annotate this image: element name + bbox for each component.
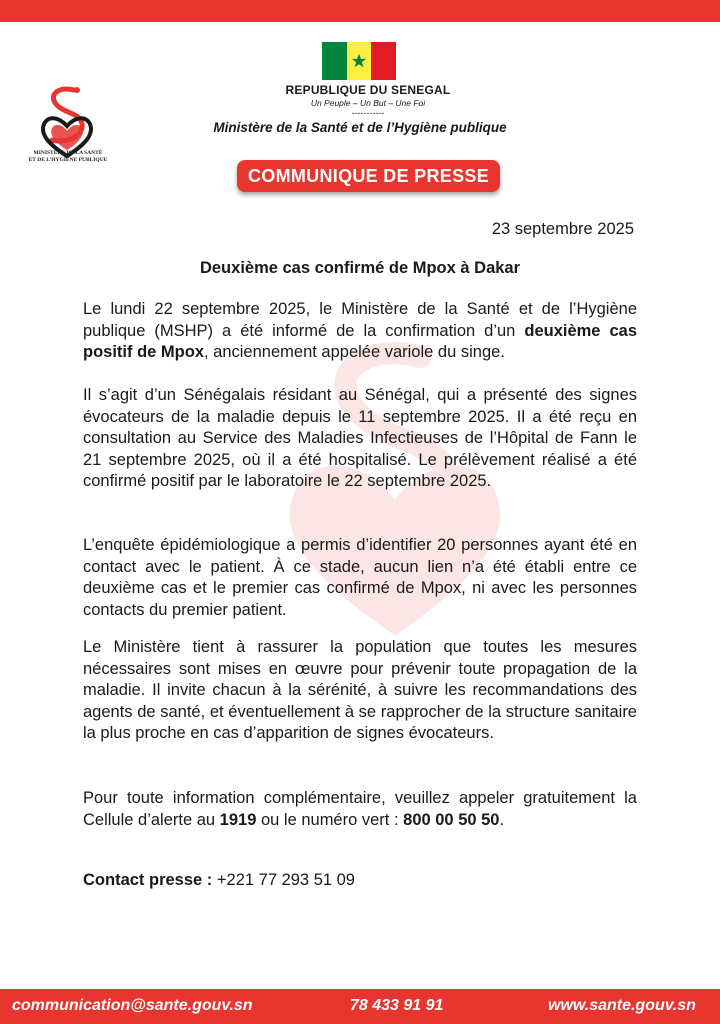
alert-number: 1919 <box>219 810 257 829</box>
p1-bold-text: deuxième cas positif de Mpox <box>83 321 637 361</box>
press-release-badge: COMMUNIQUE DE PRESSE <box>237 160 500 192</box>
release-title: Deuxième cas confirmé de Mpox à Dakar <box>199 259 521 277</box>
contact-label: Contact presse : <box>83 871 213 889</box>
header-separator: ----------- <box>351 108 385 118</box>
p5-text-c: ou le numéro vert : <box>256 810 404 829</box>
republic-title: REPUBLIQUE DU SENEGAL <box>285 83 451 97</box>
ministry-logo-caption <box>22 150 114 164</box>
p5-text-a: Pour toute information complémentaire, veuillez appeler gratuitement la Cellule d’alerte au <box>83 789 637 829</box>
paragraph-5 <box>83 788 637 831</box>
footer-phone: 78 433 91 91 <box>350 997 444 1014</box>
paragraph-3: L’enquête épidémiologique a permis d’identifier 20 personnes ayant été en contact avec le patient. À ce stade, aucun lien n’a été établi entre ce deuxième cas et le premier cas confirmé de Mpox, ni avec les personnes contacts du premier patient. <box>83 536 637 619</box>
press-contact <box>83 870 637 892</box>
paragraph-1 <box>83 299 637 364</box>
national-motto: Un Peuple – Un But – Une Foi <box>310 98 426 108</box>
paragraph-2: Il s’agit d’un Sénégalais résidant au Sénégal, qui a présenté des signes évocateurs de la maladie depuis le 11 septembre 2025. Il a été reçu en consultation au Service des Maladies Infectieuses de l’Hôpital de Fann le 21 septembre 2025, où il a été hospitalisé. Le prélèvement réalisé a été confirmé positif par le laboratoire le 22 septembre 2025. <box>83 386 637 490</box>
footer-email[interactable]: communication@sante.gouv.sn <box>12 997 253 1014</box>
logo-caption-line2: ET DE L’HYGIÈNE PUBLIQUE <box>28 157 108 163</box>
flag-green-stripe <box>322 42 347 80</box>
ministry-name: Ministère de la Santé et de l’Hygiène publique <box>213 120 507 135</box>
flag-star-icon <box>351 53 367 69</box>
p1-text-c: , anciennement appelée variole du singe. <box>204 343 505 361</box>
top-red-band <box>0 0 720 22</box>
footer-website[interactable]: www.sante.gouv.sn <box>548 997 696 1014</box>
flag-yellow-stripe <box>347 42 372 80</box>
toll-free-number: 800 00 50 50 <box>403 810 500 829</box>
p5-text-e: . <box>499 810 505 829</box>
p1-text-a: Le lundi 22 septembre 2025, le Ministère de la Santé et de l’Hygiène publique (MSHP) a été informé de la confirmation d’un <box>83 300 637 340</box>
contact-phone: +221 77 293 51 09 <box>216 871 355 889</box>
logo-caption-line1: MINISTÈRE DE LA SANTÉ <box>33 150 103 156</box>
paragraph-4: Le Ministère tient à rassurer la population que toutes les mesures nécessaires sont mises en œuvre pour prévenir toute propagation de la maladie. Il invite chacun à la sérénité, à suivre les recommandations des agents de santé, et éventuellement à se rapprocher de la structure sanitaire la plus proche en cas d’apparition de signes évocateurs. <box>83 638 637 742</box>
release-date: 23 septembre 2025 <box>491 220 634 238</box>
senegal-flag <box>322 42 396 80</box>
flag-red-stripe <box>371 42 396 80</box>
